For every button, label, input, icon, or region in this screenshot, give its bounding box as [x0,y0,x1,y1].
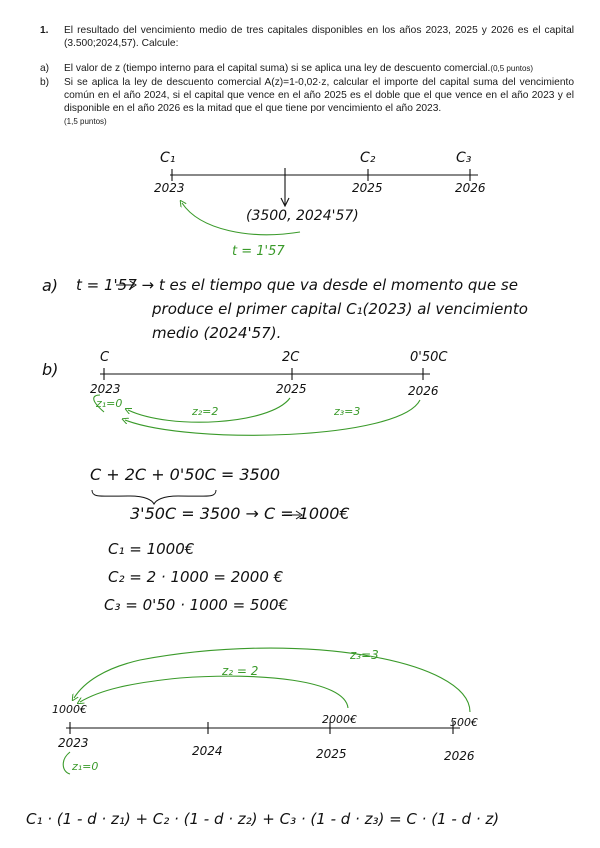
t-label: t = 1'57 [232,244,285,259]
amount-1000: 1000€ [52,703,87,716]
z3-label-3: z₃=3 [350,648,379,662]
c1-value: C₁ = 1000€ [108,540,195,558]
part-a-line1: t = 1'57 → t es el tiempo que va desde el momento que se [76,276,518,294]
z3-label-b: z₃=3 [334,405,361,418]
c2-value: C₂ = 2 · 1000 = 2000 € [108,568,284,586]
common-capital: (3500, 2024'57) [246,208,359,224]
label-c: C [100,350,110,365]
item-points: (1,5 puntos) [64,117,107,126]
z1-loop-3 [63,752,70,774]
final-equation: C₁ · (1 - d · z₁) + C₂ · (1 - d · z₂) + C₃ · (1 - d · z₃) = C · (1 - d · z) [26,810,500,828]
label-c1: C₁ [160,150,176,166]
year-2024-c: 2024 [192,744,223,758]
item-text: Si se aplica la ley de descuento comercial A(z)=1-0,02·z, calcular el importe del capital suma del vencimiento común en el año 2024, si el capital que vence en el año 2025 es el doble que el que vence en el año 2023 y el disponible en el año 2026 es la mitad que el que tiene por vencimiento el año 2023. [64,77,574,114]
item-letter: a) [40,63,50,74]
solve-equation: 3'50C = 3500 → C = 1000€ [130,504,350,523]
z1-label-3: z₁=0 [72,760,99,773]
year-2025-b: 2025 [276,382,307,396]
part-b-letter: b) [42,360,59,379]
year-2025: 2025 [352,181,383,195]
problem-text: El resultado del vencimiento medio de tres capitales disponibles en los años 2023, 2025 y 2026 es el capital (3.500;2024,57). Calcule: [64,25,574,49]
z2-label-3: z₂ = 2 [222,664,259,678]
year-2025-c: 2025 [316,747,347,761]
label-c3: C₃ [456,150,472,166]
z3-arrow-3 [74,648,470,712]
year-2023-c: 2023 [58,736,89,750]
year-2026-c: 2026 [444,749,475,763]
timeline-3 [66,722,460,734]
timeline-2 [100,368,430,380]
label-050c: 0'50C [410,350,448,365]
label-2c: 2C [282,350,300,365]
c3-value: C₃ = 0'50 · 1000 = 500€ [104,596,289,614]
item-letter: b) [40,77,50,88]
year-2023-b: 2023 [90,382,121,396]
brace [92,490,216,504]
item-points: (0,5 puntos) [490,64,534,73]
timeline-1 [170,168,478,206]
z1-label-b: z₁=0 [96,397,123,410]
year-2023: 2023 [154,181,185,195]
z2-arrow-3 [80,676,348,708]
amount-500: 500€ [450,716,478,729]
part-a-line2: produce el primer capital C₁(2023) al vencimiento [152,300,528,318]
year-2026-b: 2026 [408,384,439,398]
part-a-line3: medio (2024'57). [152,324,282,342]
part-a-letter: a) [42,276,59,295]
z2-label-b: z₂=2 [192,405,219,418]
amount-2000: 2000€ [322,713,357,726]
item-text: El valor de z (tiempo interno para el capital suma) si se aplica una ley de descuento comercial. [64,63,491,74]
year-2026: 2026 [455,181,486,195]
label-c2: C₂ [360,150,376,166]
z3-arrow-b [125,400,420,435]
sum-equation: C + 2C + 0'50C = 3500 [90,465,281,484]
problem-number: 1. [40,25,49,36]
